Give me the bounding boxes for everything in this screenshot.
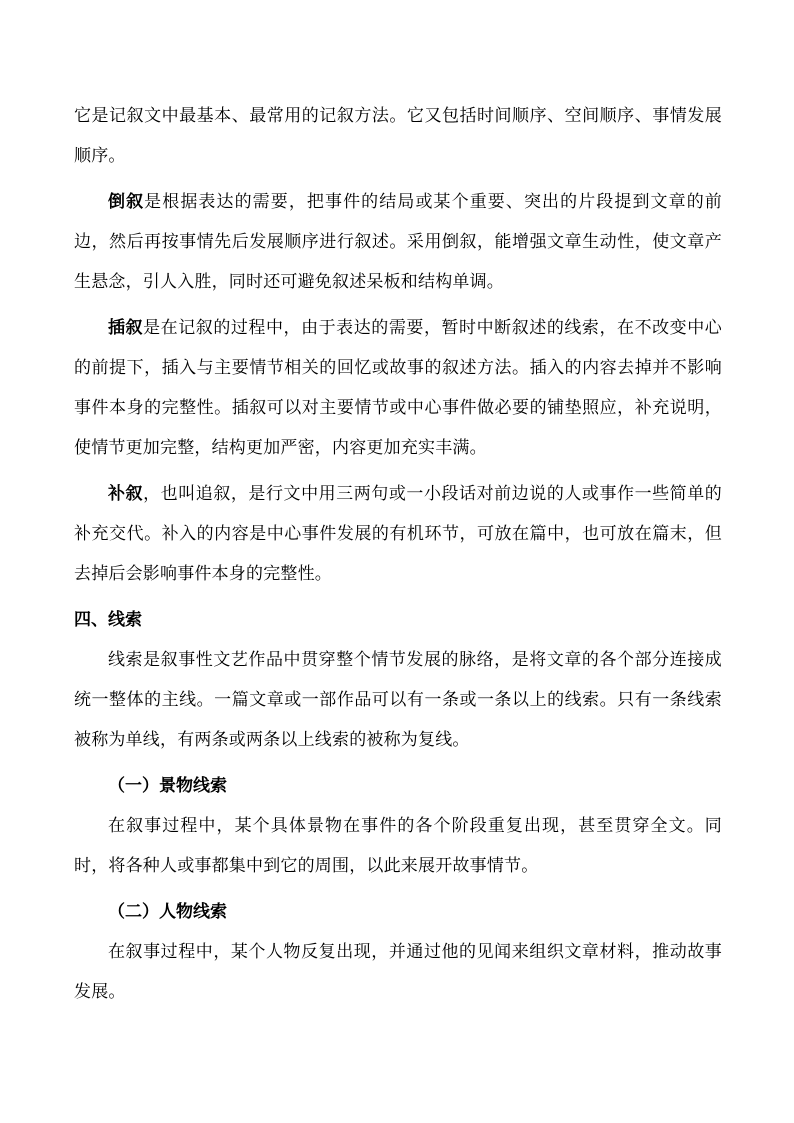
paragraph-scenery-clue: 在叙事过程中，某个具体景物在事件的各个阶段重复出现，甚至贯穿全文。同时，将各种人或事都集中到它的周围，以此来展开故事情节。 xyxy=(74,816,722,876)
paragraph-sequential-narration: 它是记叙文中最基本、最常用的记叙方法。它又包括时间顺序、空间顺序、事情发展顺序。 xyxy=(74,106,722,166)
subheading-character-clue: （二）人物线索 xyxy=(108,902,227,922)
term-supplementary-narration: 补叙 xyxy=(108,484,144,504)
paragraph-supplementary-narration xyxy=(74,474,722,594)
paragraph-character-clue: 在叙事过程中，某个人物反复出现，并通过他的见闻来组织文章材料，推动故事发展。 xyxy=(74,942,722,1002)
paragraph-supplementary-narration-text: ，也叫追叙，是行文中用三两句或一小段话对前边说的人或事作一些简单的补充交代。补入的内容是中心事件发展的有机环节，可放在篇中，也可放在篇末，但去掉后会影响事件本身的完整性。 xyxy=(74,484,722,584)
section-heading-clues: 四、线索 xyxy=(74,610,142,630)
paragraph-clues-intro: 线索是叙事性文艺作品中贯穿整个情节发展的脉络，是将文章的各个部分连接成统一整体的主线。一篇文章或一部作品可以有一条或一条以上的线索。只有一条线索被称为单线，有两条或两条以上线索的被称为复线。 xyxy=(74,650,722,750)
term-flashback: 倒叙 xyxy=(108,192,145,212)
paragraph-flashback xyxy=(74,182,722,302)
paragraph-interposed-narration xyxy=(74,308,722,468)
subheading-scenery-clue: （一）景物线索 xyxy=(108,776,227,796)
paragraph-flashback-text: 是根据表达的需要，把事件的结局或某个重要、突出的片段提到文章的前边，然后再按事情先后发展顺序进行叙述。采用倒叙，能增强文章生动性，使文章产生悬念，引人入胜，同时还可避免叙述呆板和结构单调。 xyxy=(74,192,722,292)
term-interposed-narration: 插叙 xyxy=(108,318,144,338)
paragraph-interposed-narration-text: 是在记叙的过程中，由于表达的需要，暂时中断叙述的线索，在不改变中心的前提下，插入与主要情节相关的回忆或故事的叙述方法。插入的内容去掉并不影响事件本身的完整性。插叙可以对主要情节或中心事件做必要的铺垫照应，补充说明，使情节更加完整，结构更加严密，内容更加充实丰满。 xyxy=(74,318,722,458)
document-page xyxy=(74,96,722,1012)
